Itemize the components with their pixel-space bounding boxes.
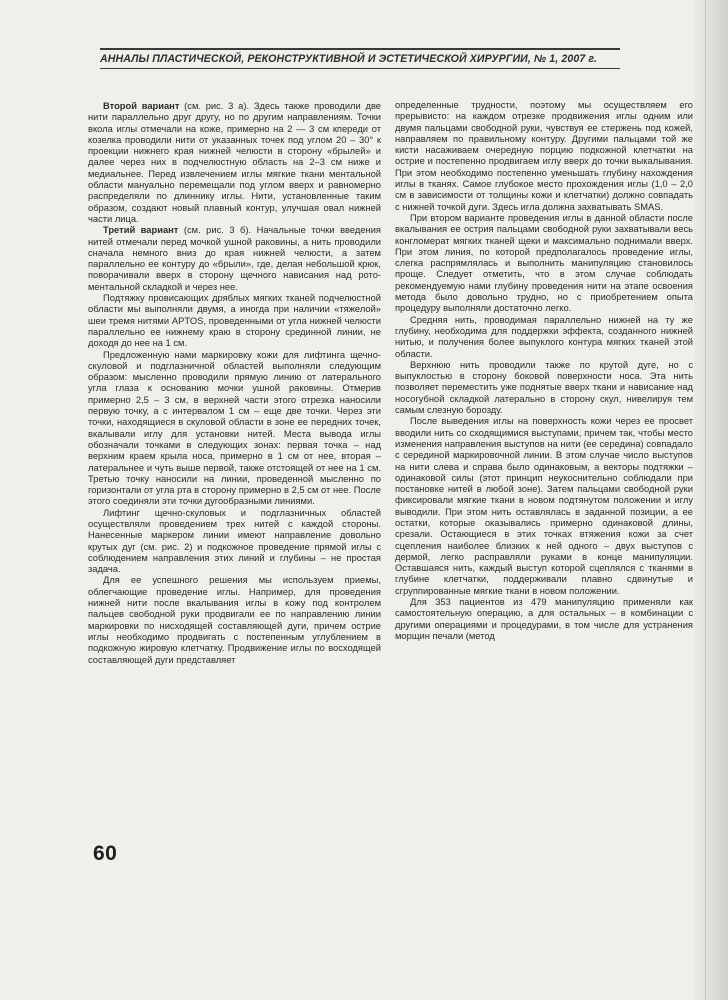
- paragraph-body: (см. рис. 3 а). Здесь также проводили две нити параллельно друг другу, но по другим направлениям. Точки вкола иглы отмечали на коже, примерно на 2 — 3 см кпереди от козелка проводили нити от указанных точек под углом 20 – 30° к проекции нижнего края нижней челюсти в сторону «брылей» и далее через них в подчелюстную область на 2–3 см ниже и медиальнее. Перед извлечением иглы мягкие ткани ментальной области мануально перемещали под углом вверх и равномерно распределяли по длиннику иглы. Нити, установленные таким образом, создают новый плавный контур, улучшая овал нижней части лица.: [88, 101, 382, 224]
- paragraph-lead: Второй вариант: [103, 101, 180, 111]
- paragraph: Лифтинг щечно-скуловых и подглазничных областей осуществляли проведением трех нитей с каждой стороны. Нанесенные маркером линии имеют направление довольно крутых дуг (см. рис. 2) и подкожное проведение прямой иглы с соблюдением направления этих линий и глубины – не простая задача.: [88, 507, 381, 575]
- right-text-column: [395, 100, 693, 642]
- paragraph: Подтяжку провисающих дряблых мягких тканей подчелюстной области мы выполняли двумя, а иногда при наличии «тяжелой» шеи тремя нитями APTOS, проведенными от угла нижней челюсти параллельно ее нижнему краю в сторону срединной линии, не доходя до нее на 1 см.: [88, 293, 381, 349]
- paragraph: определенные трудности, поэтому мы осуществляем его прерывисто: на каждом отрезке продвижения иглы одним или двумя пальцами свободной руки, чувствуя ее стержень под кожей, направляем по правильному контуру. Другими пальцами той же кисти насаживаем очередную порцию подкожной клетчатки на острие и постепенно продвигаем иглу вверх до точки выкалывания. При этом необходимо постепенно уменьшать глубину нахождения иглы в тканях. Самое глубокое место прохождения иглы (1,0 – 2,0 см в зависимости от толщины кожи и клетчатки) должно совпадать с нижней точкой дуги. Здесь игла должна захватывать SMAS.: [395, 100, 693, 212]
- paragraph: Предложенную нами маркировку кожи для лифтинга щечно-скуловой и подглазничной областей выполняли следующим образом: мысленно проводили прямую линию от латерального угла глаза к основанию мочки ушной раковины. Отмерив примерно 2,5 – 3 см, в верхней части этого отрезка наносили первую точку, а с интервалом 1 см – еще две точки. Через эти точки, находящиеся в скуловой области в зоне ее передних точек, вкалывали иглу для установки нитей. Места вывода иглы обозначали точками в следующих зонах: первая точка – над верхним краем крыла носа, примерно в 1 см от нее, вторая – латеральнее и чуть выше первой, также отстоящей от нее на 1 см. Третью точку наносили на линии, проведенной мысленно по горизонтали от угла рта в сторону примерно в 2,5 см от нее. После этого соединяли эти точки дугообразными линиями.: [88, 349, 381, 507]
- left-text-column: [88, 101, 381, 666]
- page-number: 60: [93, 842, 118, 865]
- page-fold-line: [705, 0, 706, 1000]
- paragraph: Для ее успешного решения мы используем приемы, облегчающие проведение иглы. Например, для проведения нижней нити после вкалывания иглы в кожу под контролем пальцев свободной руки продвигали ее по направлению линии маркировки по нисходящей составляющей дуги, причем острие иглы необходимо продвигать с постепенным углублением в подкожную жировую клетчатку. Продвижение иглы по восходящей составляющей дуги представляет: [88, 575, 381, 665]
- paragraph: При втором варианте проведения иглы в данной области после вкалывания ее острия пальцами свободной руки захватывали весь конгломерат мягких тканей щеки и максимально поднимали вверх. При этом линия, по которой предполагалось проведение иглы, слегка распрямлялась и выполнить манипуляцию становилось проще. Следует отметить, что в этом случае соблюдать рекомендуемую нами глубину проведения нити на этапе освоения метода было довольно трудно, но с приобретением опыта процедуру выполняли достаточно легко.: [395, 212, 693, 314]
- paragraph: Верхнюю нить проводили также по крутой дуге, но с выпуклостью в сторону боковой поверхности носа. Эта нить позволяет переместить уже поднятые вверх ткани и нависание над носогубной складкой латерально в сторону скул, нивелируя тем самым слезную борозду.: [395, 359, 693, 416]
- paragraph-lead: Третий вариант: [103, 225, 179, 236]
- paragraph: Средняя нить, проводимая параллельно нижней на ту же глубину, необходима для поддержки эффекта, созданного нижней нитью, и получения более выпуклого контура мягких тканей этой области.: [395, 314, 693, 359]
- paragraph-body: (см. рис. 3 б). Начальные точки введения нитей отмечали перед мочкой ушной раковины, а нить проводили сначала немного вниз до края нижней челюсти, а затем параллельно ее контуру до «брыли», где, делая небольшой крюк, поворачивали вверх в сторону щечного нависания над рото-ментальной складкой и через нее.: [88, 225, 381, 292]
- paragraph-variant-two: [88, 101, 381, 225]
- journal-running-header: АННАЛЫ ПЛАСТИЧЕСКОЙ, РЕКОНСТРУКТИВНОЙ И ЭСТЕТИЧЕСКОЙ ХИРУРГИИ, № 1, 2007 г.: [100, 48, 620, 69]
- paragraph: Для 353 пациентов из 479 манипуляцию применяли как самостоятельную операцию, а для остальных – в комбинации с другими операциями и процедурами, в том числе для устранения морщин печали (метод: [395, 597, 693, 641]
- paragraph: После выведения иглы на поверхность кожи через ее просвет вводили нить со сходящимися выступами, причем так, чтобы место изменения направления выступов на нити (ее середина) совпадало с серединой маркировочной линии. В этом случае число выступов на нити слева и справа было одинаковым, а векторы подтяжки – одинаковой силы (этот принцип неукоснительно соблюдали при постановке нитей в любой зоне). Затем пальцами свободной руки фиксировали мягкие ткани в новом подтянутом положении и иглу выводили. При этом нить оставлялась в заданной позиции, а ее остатки, которые оказывались примерно одинаковой длины, срезали. Остающиеся в этих точках втяжения кожи за счет сцепления наиболее близких к ней одного – двух выступов с дермой, легко расправляли руками в конце манипуляции. Оставшаяся нить, каждый выступ которой сцеплялся с тканями в глубине клетчатки, поддерживали плавно сдвинутые и сгруппированные мягкие ткани в новом положении.: [395, 416, 693, 596]
- page-edge-shadow: [694, 0, 728, 1000]
- paragraph-variant-three: [88, 225, 381, 293]
